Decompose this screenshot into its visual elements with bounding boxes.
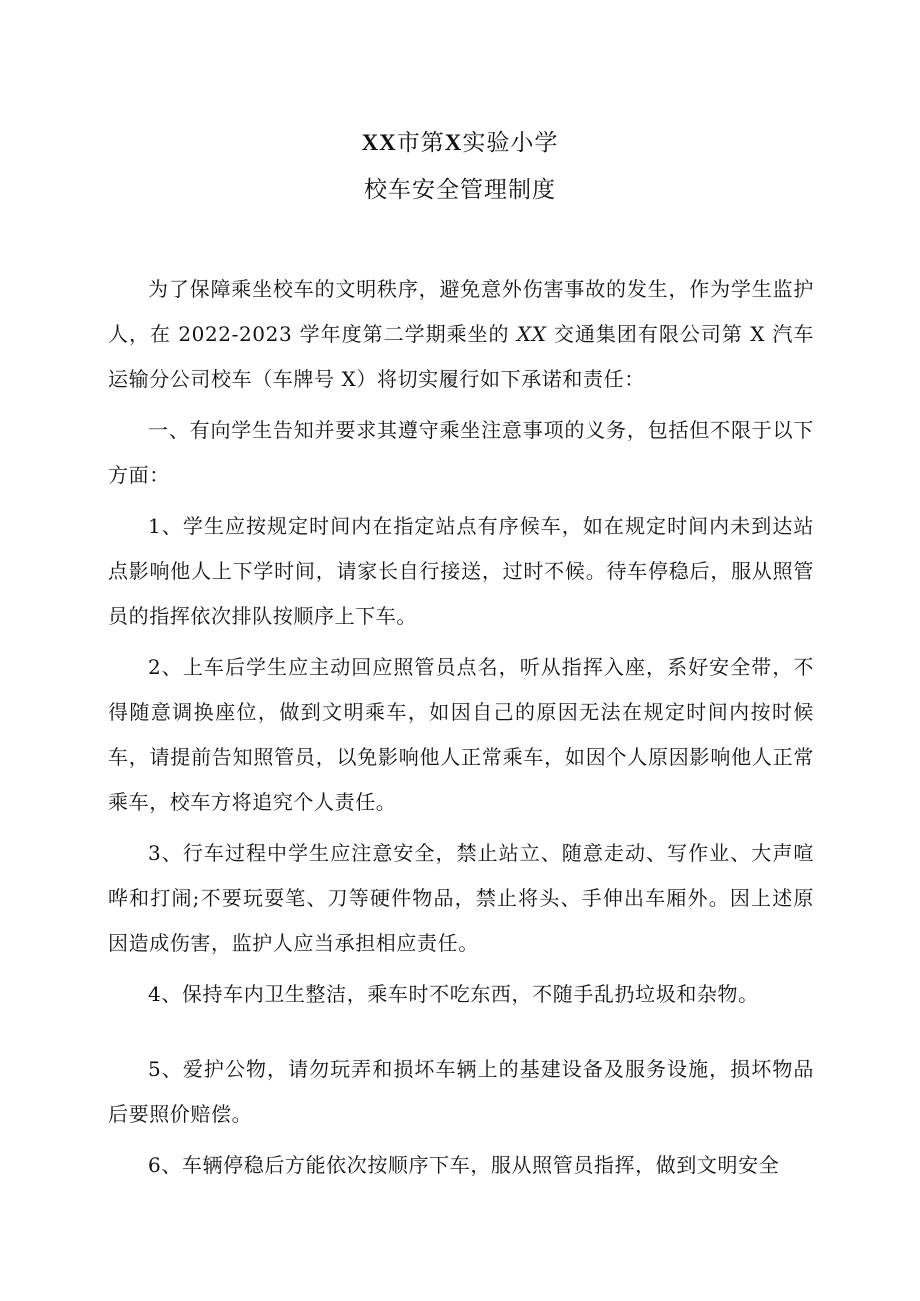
title-school-suffix: 实验小学: [462, 130, 559, 156]
intro-text-1: 为了保障乘坐校车的文明秩序，避免意外伤害事故的发生，作为学生监护人，在 2022-2023 学年度第二学期乘坐的: [108, 277, 814, 346]
section-heading-1: 一、有向学生告知并要求其遵守乘坐注意事项的义务，包括但不限于以下方面：: [108, 418, 814, 487]
title-x: X: [444, 130, 463, 155]
list-item: 3、行车过程中学生应注意安全，禁止站立、随意走动、写作业、大声喧哗和打闹;不要玩耍笔、刀等硬件物品，禁止将头、手伸出车厢外。因上述原因造成伤害，监护人应当承担相应责任。: [108, 841, 814, 955]
intro-text-2: 交通集团有限公司第 X 汽车运输分公司校车（车牌号 X）将切实履行如下承诺和责任：: [108, 322, 814, 391]
list-item: 2、上车后学生应主动回应照管员点名，听从指挥入座，系好安全带，不得随意调换座位，做到文明乘车，如因自己的原因无法在规定时间内按时候车，请提前告知照管员，以免影响他人正常乘车，如因个人原因影响他人正常乘车，校车方将追究个人责任。: [108, 655, 814, 814]
title-xx: XX: [361, 130, 397, 155]
list-item: 1、学生应按规定时间内在指定站点有序候车，如在规定时间内未到达站点影响他人上下学时间，请家长自行接送，过时不候。待车停稳后，服从照管员的指挥依次排队按顺序上下车。: [108, 514, 814, 628]
document-body: [108, 267, 814, 1188]
intro-paragraph: [108, 267, 814, 402]
document-title-regulation: 校车安全管理制度: [364, 177, 556, 203]
title-city: 市第: [396, 130, 445, 156]
list-item: 4、保持车内卫生整洁，乘车时不吃东西，不随手乱扔垃圾和杂物。: [148, 982, 759, 1006]
intro-text-italic: XX: [516, 322, 547, 346]
document-title-school: [0, 128, 920, 158]
list-item: 6、车辆停稳后方能依次按顺序下车，服从照管员指挥，做到文明安全: [148, 1153, 780, 1177]
list-item: 5、爱护公物，请勿玩弄和损坏车辆上的基建设备及服务设施，损坏物品后要照价赔偿。: [108, 1057, 814, 1126]
